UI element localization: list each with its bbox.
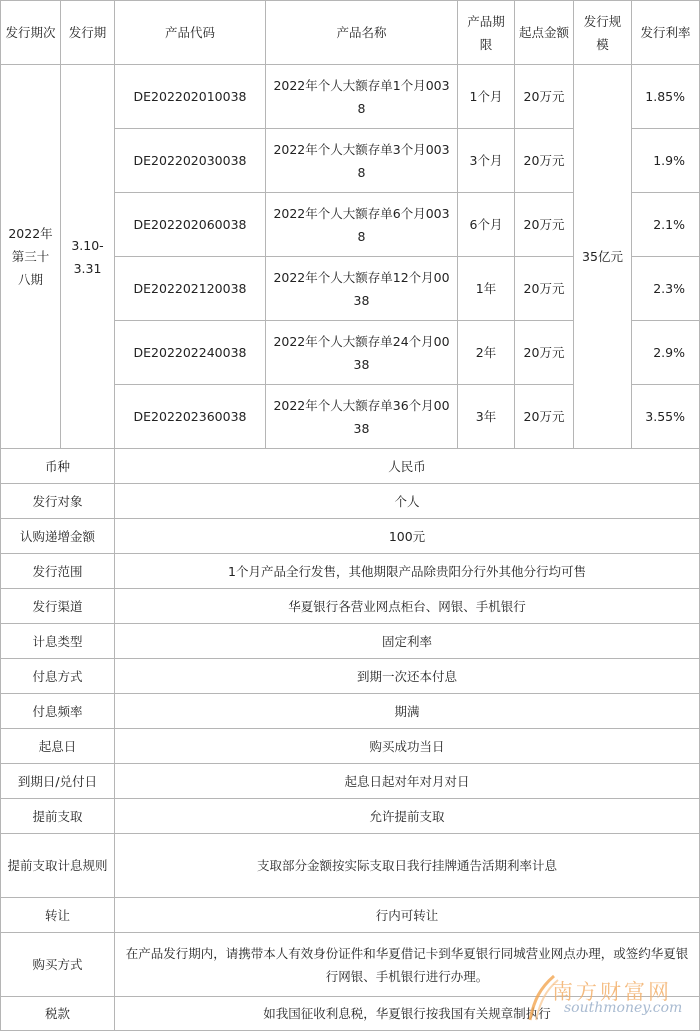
product-code: DE202202030038 [115, 129, 266, 193]
detail-value: 固定利率 [115, 624, 700, 659]
detail-row-scope [1, 554, 700, 589]
header-row [1, 1, 700, 65]
product-min-amount: 20万元 [515, 385, 574, 449]
detail-value: 个人 [115, 484, 700, 519]
watermark-cn-text: 南方财富网 [552, 980, 672, 1004]
product-rate: 2.1% [632, 193, 700, 257]
detail-label: 转让 [1, 898, 115, 933]
detail-value: 允许提前支取 [115, 799, 700, 834]
detail-value: 到期一次还本付息 [115, 659, 700, 694]
header-term: 产品期限 [458, 1, 515, 65]
detail-label: 提前支取计息规则 [1, 834, 115, 898]
detail-row-value-date [1, 729, 700, 764]
product-term: 2年 [458, 321, 515, 385]
product-min-amount: 20万元 [515, 257, 574, 321]
detail-value: 华夏银行各营业网点柜台、网银、手机银行 [115, 589, 700, 624]
product-name: 2022年个人大额存单24个月0038 [266, 321, 458, 385]
product-code: DE202202360038 [115, 385, 266, 449]
detail-value: 1个月产品全行发售，其他期限产品除贵阳分行外其他分行均可售 [115, 554, 700, 589]
product-code: DE202202010038 [115, 65, 266, 129]
detail-row-early-withdrawal-rule [1, 834, 700, 898]
detail-row-interest-type [1, 624, 700, 659]
detail-label: 币种 [1, 449, 115, 484]
detail-value: 购买成功当日 [115, 729, 700, 764]
detail-label: 提前支取 [1, 799, 115, 834]
product-name: 2022年个人大额存单12个月0038 [266, 257, 458, 321]
product-term: 6个月 [458, 193, 515, 257]
detail-label: 发行对象 [1, 484, 115, 519]
detail-value: 100元 [115, 519, 700, 554]
detail-value: 在产品发行期内，请携带本人有效身份证件和华夏借记卡到华夏银行同城营业网点办理，或签约华夏银行网银、手机银行进行办理。 [115, 933, 700, 997]
detail-label: 到期日/兑付日 [1, 764, 115, 799]
detail-value: 支取部分金额按实际支取日我行挂牌通告活期利率计息 [115, 834, 700, 898]
detail-row-purchase-method [1, 933, 700, 997]
detail-label: 付息频率 [1, 694, 115, 729]
product-name: 2022年个人大额存单6个月0038 [266, 193, 458, 257]
header-rate: 发行利率 [632, 1, 700, 65]
detail-value: 如我国征收利息税，华夏银行按我国有关规章制执行 [115, 997, 700, 1031]
detail-row-maturity-date [1, 764, 700, 799]
detail-label: 发行范围 [1, 554, 115, 589]
product-term: 1年 [458, 257, 515, 321]
detail-label: 税款 [1, 997, 115, 1031]
detail-label: 付息方式 [1, 659, 115, 694]
detail-row-payment-method [1, 659, 700, 694]
issue-scale: 35亿元 [574, 65, 632, 449]
detail-value: 期满 [115, 694, 700, 729]
detail-label: 计息类型 [1, 624, 115, 659]
header-product-code: 产品代码 [115, 1, 266, 65]
header-product-name: 产品名称 [266, 1, 458, 65]
detail-row-early-withdrawal [1, 799, 700, 834]
product-rate: 2.3% [632, 257, 700, 321]
header-scale: 发行规模 [574, 1, 632, 65]
product-min-amount: 20万元 [515, 129, 574, 193]
detail-row-tax [1, 997, 700, 1031]
product-term: 1个月 [458, 65, 515, 129]
product-min-amount: 20万元 [515, 193, 574, 257]
product-min-amount: 20万元 [515, 321, 574, 385]
detail-row-target [1, 484, 700, 519]
product-code: DE202202120038 [115, 257, 266, 321]
product-code: DE202202240038 [115, 321, 266, 385]
detail-row-transfer [1, 898, 700, 933]
detail-value: 人民币 [115, 449, 700, 484]
product-rate: 1.9% [632, 129, 700, 193]
detail-row-increment [1, 519, 700, 554]
header-issue-dates: 发行期 [61, 1, 115, 65]
header-period-no: 发行期次 [1, 1, 61, 65]
product-name: 2022年个人大额存单36个月0038 [266, 385, 458, 449]
detail-value: 行内可转让 [115, 898, 700, 933]
product-name: 2022年个人大额存单3个月0038 [266, 129, 458, 193]
detail-label: 购买方式 [1, 933, 115, 997]
product-rate: 3.55% [632, 385, 700, 449]
detail-label: 发行渠道 [1, 589, 115, 624]
product-term: 3年 [458, 385, 515, 449]
detail-row-currency [1, 449, 700, 484]
product-min-amount: 20万元 [515, 65, 574, 129]
detail-row-payment-frequency [1, 694, 700, 729]
product-rate: 2.9% [632, 321, 700, 385]
product-row [1, 65, 700, 129]
product-name: 2022年个人大额存单1个月0038 [266, 65, 458, 129]
product-code: DE202202060038 [115, 193, 266, 257]
detail-label: 起息日 [1, 729, 115, 764]
watermark-en-text: southmoney.com [564, 1000, 683, 1016]
issue-dates: 3.10-3.31 [61, 65, 115, 449]
product-rate: 1.85% [632, 65, 700, 129]
detail-value: 起息日起对年对月对日 [115, 764, 700, 799]
issue-period-no: 2022年第三十八期 [1, 65, 61, 449]
product-term: 3个月 [458, 129, 515, 193]
header-min-amount: 起点金额 [515, 1, 574, 65]
detail-row-channel [1, 589, 700, 624]
detail-label: 认购递增金额 [1, 519, 115, 554]
